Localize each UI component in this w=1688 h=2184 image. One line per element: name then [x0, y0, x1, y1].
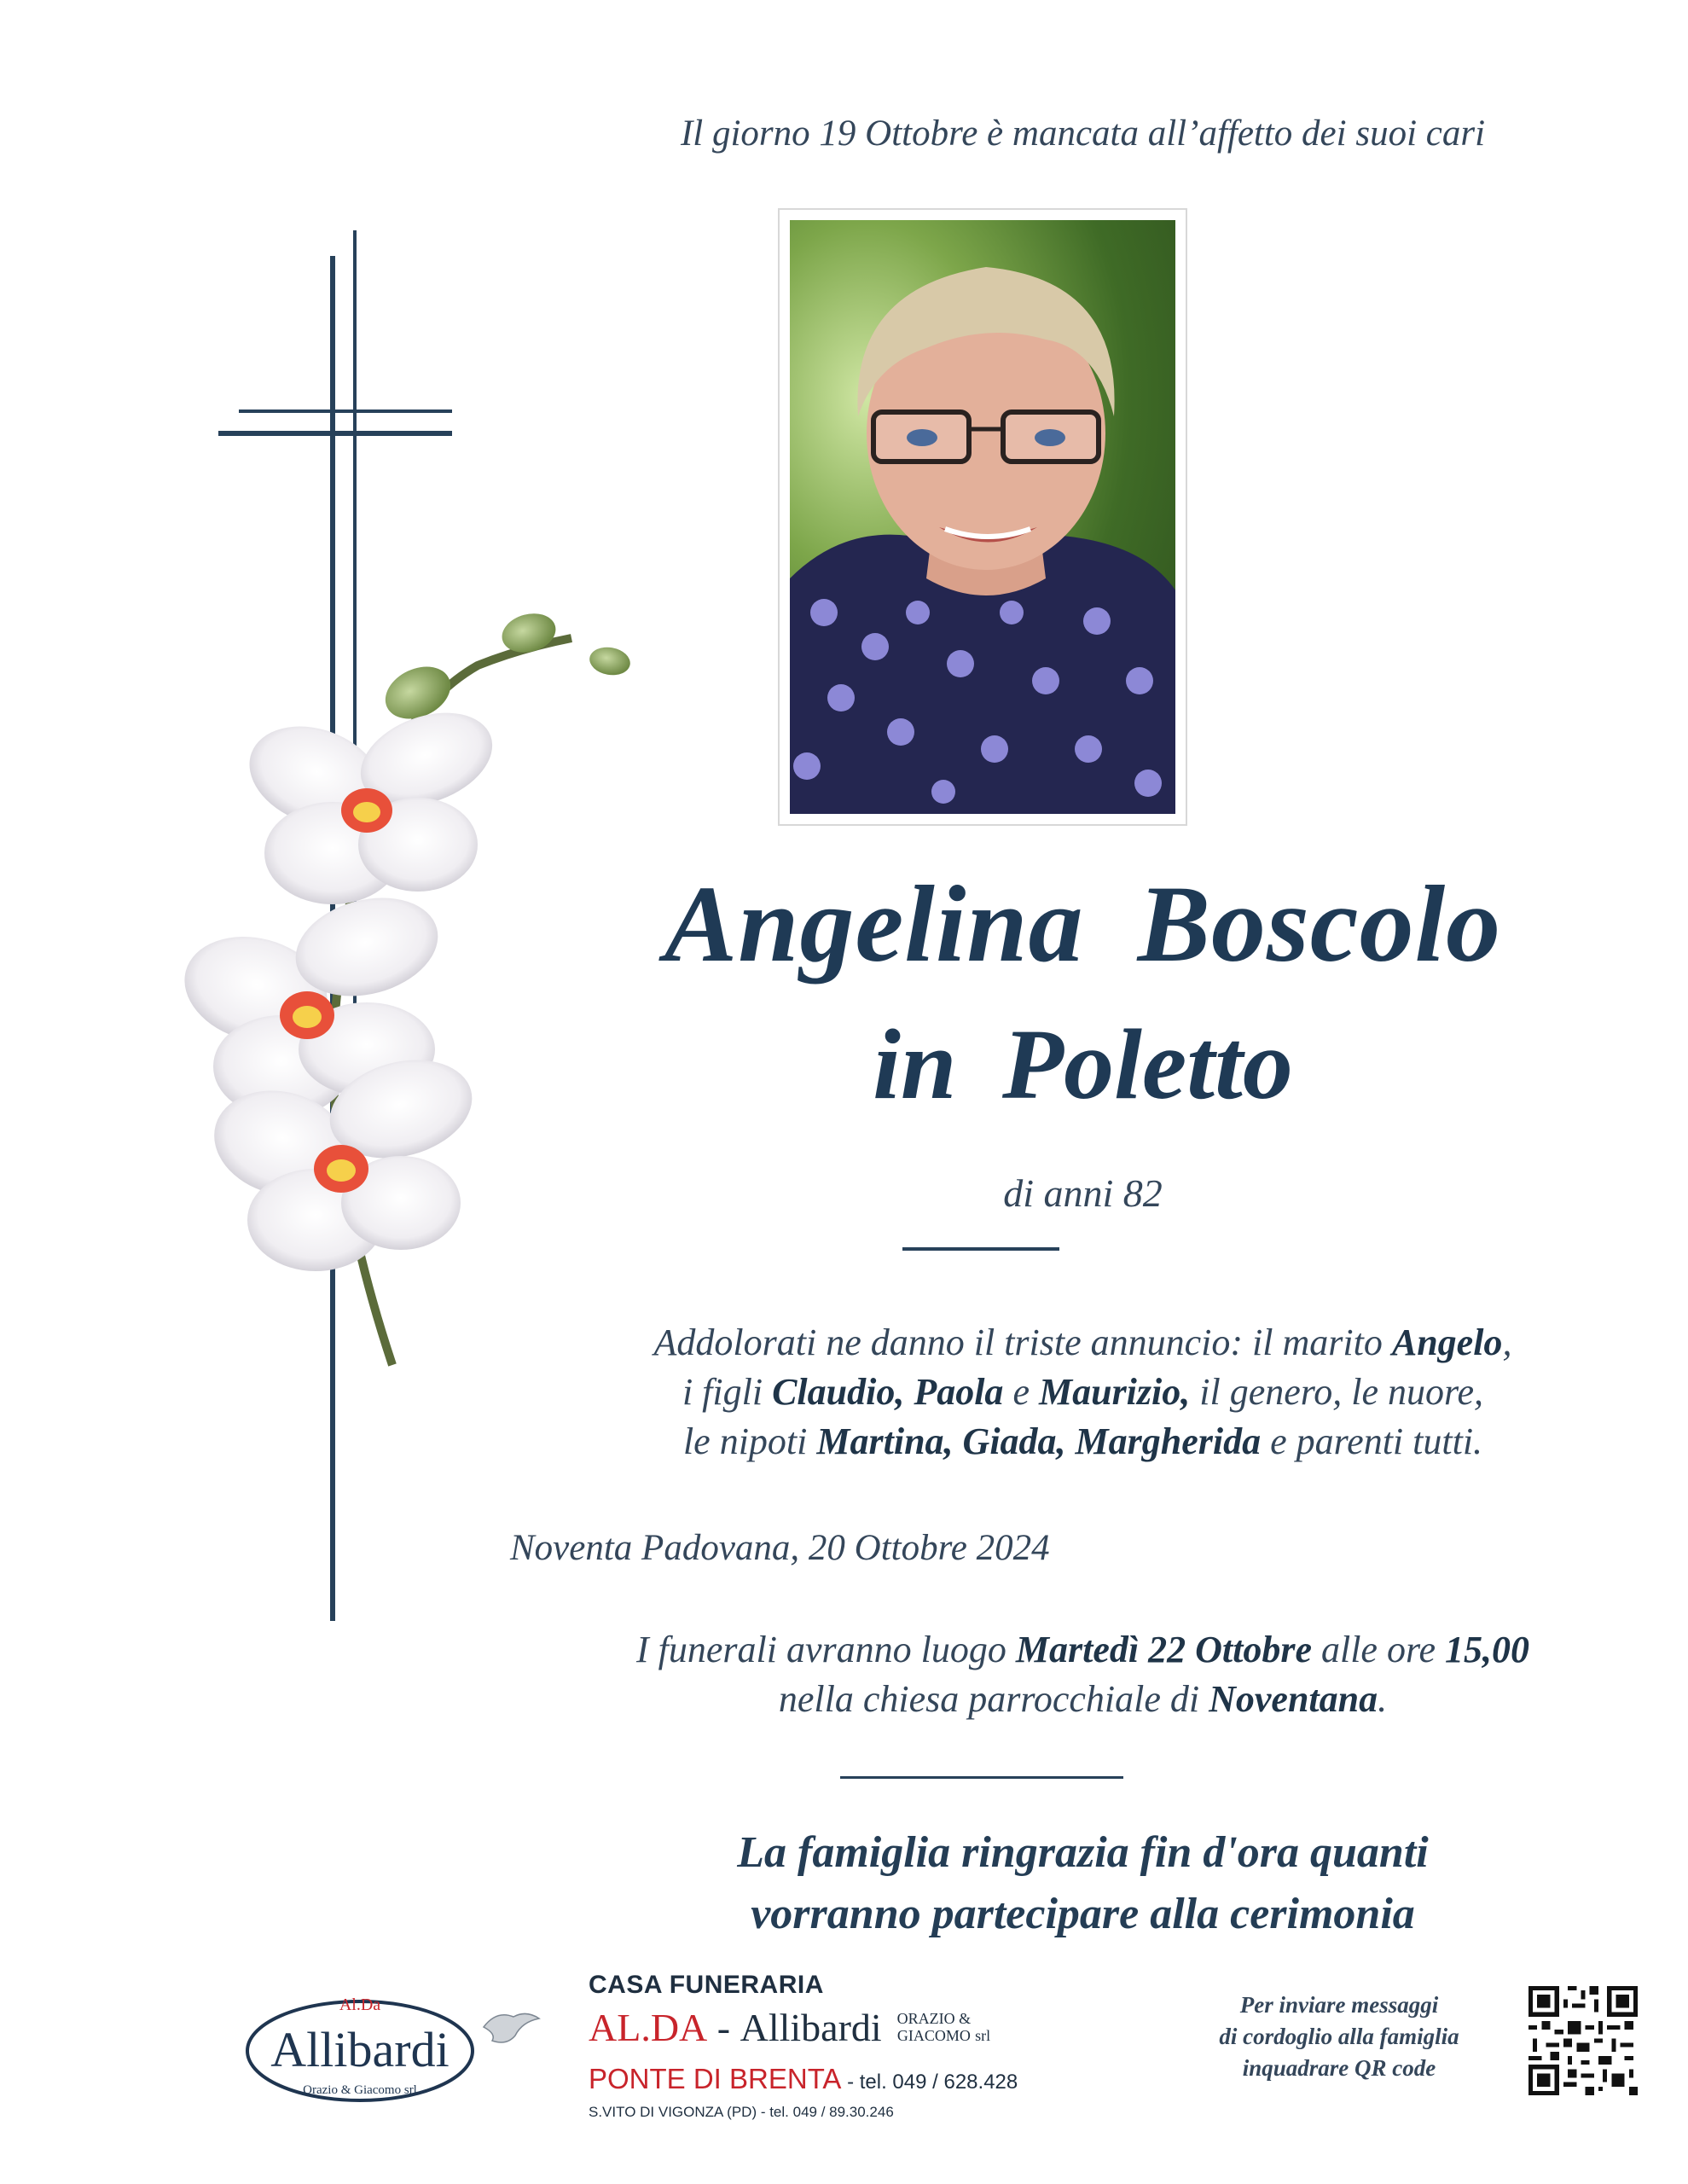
married-name: in Poletto — [873, 1008, 1293, 1120]
ponte-location: PONTE DI BRENTA — [589, 2063, 842, 2094]
qr-instructions-line-3: inquadrare QR code — [1242, 2055, 1436, 2081]
thanks-line-2: vorranno partecipare alla cerimonia — [751, 1890, 1415, 1938]
logo-main-text: Allibardi — [270, 2022, 450, 2077]
ponte-di-brenta-contact — [589, 2063, 1018, 2095]
dove-icon — [484, 2013, 539, 2042]
logo-sub-text: Orazio & Giacomo srl — [303, 2083, 417, 2097]
owner-srl: srl — [975, 2027, 991, 2044]
vigonza-contact: S.VITO DI VIGONZA (PD) - tel. 049 / 89.30.246 — [589, 2104, 894, 2120]
qr-instructions-line-2: di cordoglio alla famiglia — [1219, 2024, 1459, 2049]
qr-code-icon[interactable] — [1528, 1986, 1638, 2095]
intro-text: Il giorno 19 Ottobre è mancata all’affetto dei suoi cari — [680, 113, 1486, 154]
funeral-paragraph — [478, 1625, 1688, 1724]
business-name — [589, 2005, 990, 2050]
brand-dash: - — [707, 2006, 740, 2049]
casa-funeraria-label: CASA FUNERARIA — [589, 1971, 824, 1999]
announcement-paragraph — [478, 1318, 1688, 1467]
thanks-line-1: La famiglia ringrazia fin d'ora quanti — [737, 1828, 1429, 1877]
qr-instructions-line-1: Per inviare messaggi — [1239, 1992, 1439, 2018]
divider-long — [840, 1776, 1123, 1779]
funeral-line-1: I funerali avranno luogo Martedì 22 Ottobre alle ore 15,00 — [636, 1629, 1529, 1670]
funeral-line-2: nella chiesa parrocchiale di Noventana. — [778, 1678, 1388, 1720]
qr-instructions — [1177, 1989, 1501, 2084]
age-text: di anni 82 — [1003, 1171, 1163, 1215]
ponte-phone: - tel. 049 / 628.428 — [841, 2071, 1018, 2094]
thanks-message — [478, 1822, 1688, 1945]
owner-names-line-2: GIACOMO — [896, 2027, 971, 2044]
divider-short — [902, 1247, 1059, 1251]
announcement-line-2: i figli Claudio, Paola e Maurizio, il genero, le nuore, — [682, 1371, 1484, 1413]
owner-names-line-1: ORAZIO & — [896, 2010, 972, 2027]
brand-owner-names — [897, 2010, 991, 2044]
deceased-name: Angelina Boscolo — [664, 863, 1502, 985]
announcement-line-3: le nipoti Martina, Giada, Margherida e parenti tutti. — [682, 1420, 1483, 1462]
brand-alda: AL.DA — [589, 2006, 708, 2049]
logo-top-text: Al.Da — [339, 1995, 381, 2014]
portrait-illustration — [790, 220, 1175, 814]
portrait-photo — [778, 208, 1187, 826]
orchid-flower-illustration — [162, 597, 657, 1382]
brand-allibardi: Allibardi — [740, 2006, 882, 2049]
funeral-home-logo — [241, 1984, 548, 2112]
announcement-line-1: Addolorati ne danno il triste annuncio: il marito Angelo, — [653, 1321, 1512, 1363]
place-date: Noventa Padovana, 20 Ottobre 2024 — [510, 1528, 1050, 1568]
logo-emblem — [241, 1984, 548, 2112]
